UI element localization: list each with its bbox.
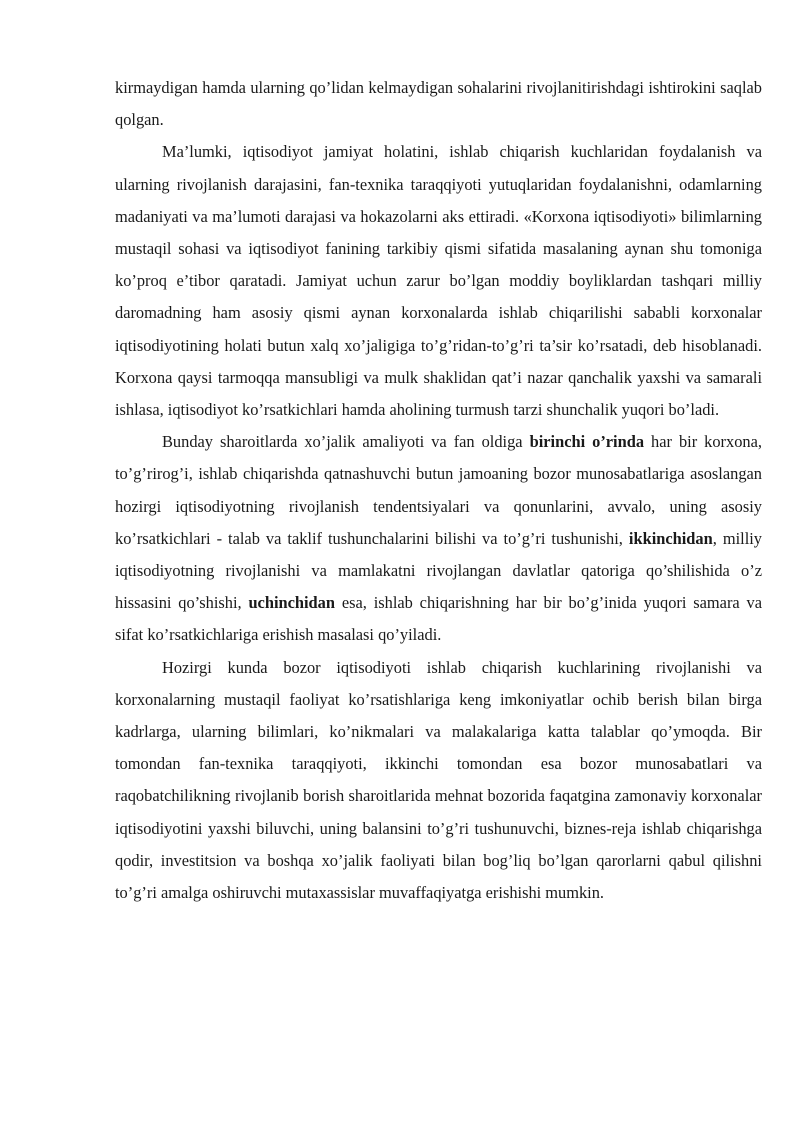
paragraph-1-text: kirmaydigan hamda ularning qo’lidan kelmaydigan sohalarini rivojlanitirishdagi ishtirokini saqlab qolgan. bbox=[115, 78, 762, 130]
paragraph-4-text: Hozirgi kunda bozor iqtisodiyoti ishlab chiqarish kuchlarining rivojlanishi va korxonalarning mustaqil faoliyat ko’rsatishlariga keng imkoniyatlar ochib berish bilan birga kadrlarga, ularning bilimlari, ko’nikmalari va malakalariga katta talablar qo’ymoqda. Bir tomondan fan-texnika taraqqiyoti, ikkinchi tomondan esa bozor munosabatlari va raqobatchilikning rivojlanib borish sharoitlarida mehnat bozorida faqatgina zamonaviy korxonalar iqtisodiyotini yaxshi biluvchi, uning balansini to’g’ri tushunuvchi, biznes-reja ishlab chiqarishga qodir, investitsion va boshqa xo’jalik faoliyati bilan bog’liq bo’lgan qarorlarni qabul qilishni to’g’ri amalga oshiruvchi mutaxassislar muvaffaqiyatga erishishi mumkin. bbox=[115, 657, 762, 903]
paragraph-4 bbox=[115, 652, 762, 910]
paragraph-3-text-c: , milliy iqtisodiyotning rivojlanishi va mamlakatni rivojlangan davlatlar qatoriga qo’shilishida o’z hissasini qo’shishi, bbox=[115, 528, 763, 613]
paragraph-2-text: Ma’lumki, iqtisodiyot jamiyat holatini, ishlab chiqarish kuchlaridan foydalanish va ularning rivojlanish darajasini, fan-texnika taraqqiyoti yutuqlaridan foydalanishni, odamlarning madaniyati va ma’lumoti darajasi va hokazolarni aks ettiradi. «Korxona iqtisodiyoti» bilimlarning mustaqil sohasi va iqtisodiyot fanining tarkibiy qismi sifatida masalaning aynan shu tomoniga ko’proq e’tibor qaratadi. Jamiyat uchun zarur bo’lgan moddiy boyliklardan tashqari milliy daromadning ham asosiy qismi aynan korxonalarda ishlab chiqarilishi sababli korxonalar iqtisodiyotining holati butun xalq xo’jaligiga to’g’ridan-to’g’ri ta’sir ko’rsatadi, deb hisoblanadi. Korxona qaysi tarmoqqa mansubligi va mulk shaklidan qat’i nazar qanchalik yaxshi va samarali ishlasa, iqtisodiyot ko’rsatkichlari hamda aholining turmush tarzi shunchalik yuqori bo’ladi. bbox=[115, 142, 762, 420]
paragraph-3 bbox=[115, 426, 762, 651]
paragraph-3-text-b: har bir korxona, to’g’rirog’i, ishlab chiqarishda qatnashuvchi butun jamoaning bozor munosabatlariga asoslangan hozirgi iqtisodiyotning rivojlanish tendentsiyalari va qonunlarini, avvalo, uning asosiy ko’rsatkichlari - talab va taklif tushunchalarini bilishi va to’g’ri tushunishi, bbox=[115, 432, 762, 548]
paragraph-2 bbox=[115, 136, 762, 426]
document-page bbox=[115, 72, 762, 909]
paragraph-1 bbox=[115, 72, 762, 136]
emphasis-ikkinchidan: ikkinchidan bbox=[628, 528, 713, 548]
paragraph-3-text-d: esa, ishlab chiqarishning har bir bo’g’inida yuqori samara va sifat ko’rsatkichlariga erishish masalasi qo’yiladi. bbox=[115, 593, 762, 645]
emphasis-birinchi: birinchi o’rinda bbox=[529, 432, 645, 452]
paragraph-3-text-a: Bunday sharoitlarda xo’jalik amaliyoti va fan oldiga bbox=[162, 432, 530, 452]
emphasis-uchinchidan: uchinchidan bbox=[248, 593, 335, 613]
